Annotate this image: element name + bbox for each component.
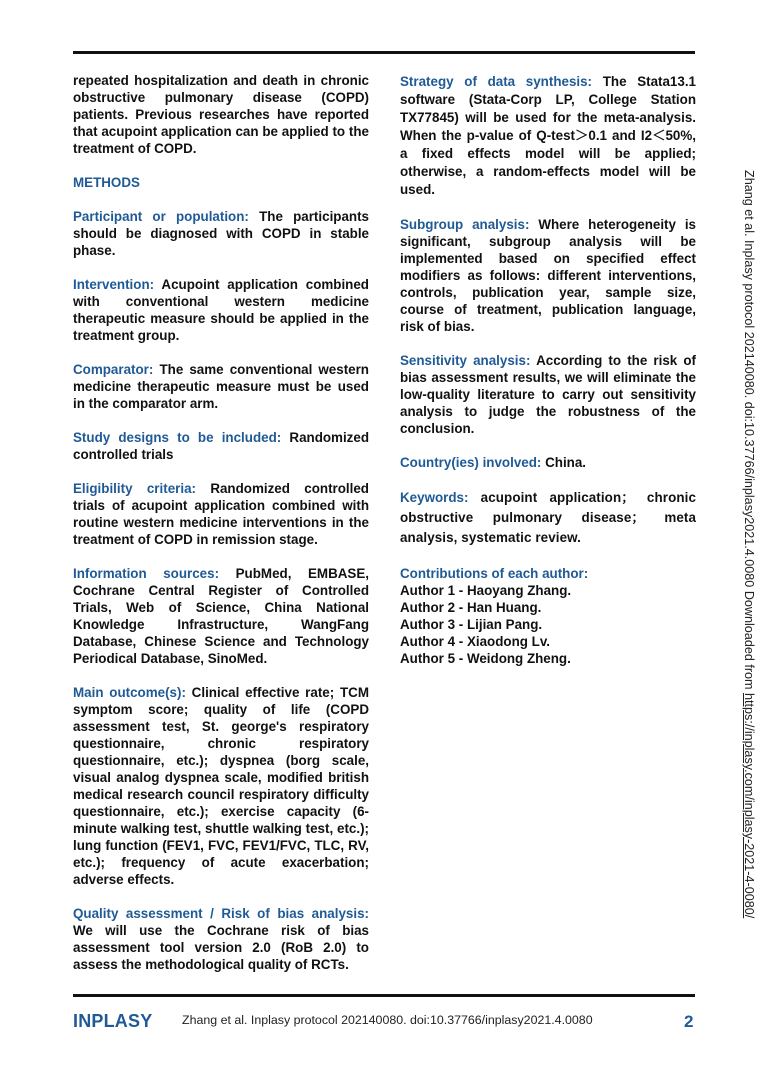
section-text: According to the risk of bias assessment results, we will eliminate the low-quality literature to carry out sensitivity analysis to judge the robustness of the conclusion.	[400, 353, 697, 436]
download-link[interactable]: https://inplasy.com/inplasy-2021-4-0080/	[742, 693, 756, 919]
section-text: PubMed, EMBASE, Cochrane Central Register of Controlled Trials, Web of Science, China National Knowledge Infrastructure, WangFang Database, Chinese Science and Technology Periodical Database, SinoMed.	[73, 566, 369, 666]
section-intervention	[73, 276, 369, 344]
section-study-designs	[73, 429, 369, 463]
section-text: Acupoint application combined with conventional western medicine therapeutic measure should be applied in the treatment group.	[73, 277, 369, 343]
section-data-synthesis	[400, 73, 696, 199]
section-comparator	[73, 361, 369, 412]
section-label: Study designs to be included:	[73, 430, 282, 445]
right-column	[400, 73, 696, 667]
download-side-note	[742, 170, 756, 918]
page-number: 2	[684, 1012, 694, 1031]
section-text: The same conventional western medicine therapeutic measure must be used in the comparator arm.	[73, 362, 369, 411]
section-label: Eligibility criteria:	[73, 481, 196, 496]
author-line: Author 1 - Haoyang Zhang.	[400, 583, 572, 598]
section-countries	[400, 454, 696, 471]
section-quality-assessment	[73, 905, 369, 973]
section-text: The participants should be diagnosed with COPD in stable phase.	[73, 209, 369, 258]
contributions-label: Contributions of each author:	[400, 566, 589, 581]
section-participants	[73, 208, 369, 259]
section-label: Intervention:	[73, 277, 155, 292]
section-label: Country(ies) involved:	[400, 455, 542, 470]
author-line: Author 5 - Weidong Zheng.	[400, 651, 571, 666]
section-label: Main outcome(s):	[73, 685, 186, 700]
methods-heading: METHODS	[73, 175, 140, 190]
section-information-sources	[73, 565, 369, 667]
section-label: Subgroup analysis:	[400, 217, 530, 232]
section-eligibility	[73, 480, 369, 548]
section-text: Clinical effective rate; TCM symptom score; quality of life (COPD assessment test, St. george's respiratory questionnaire, chronic respiratory questionnaire, etc.); dyspnea (borg scale, visual analog dyspnea scale, modified british medical research council respiratory difficulty questionnaire, etc.); exercise capacity (6-minute walking test, shuttle walking test, etc.); lung function (FEV1, FVC, FEV1/FVC, TLC, RV, etc.); frequency of acute exacerbation; adverse effects.	[73, 685, 369, 887]
author-line: Author 4 - Xiaodong Lv.	[400, 634, 551, 649]
author-line: Author 2 - Han Huang.	[400, 600, 542, 615]
introduction-continued: repeated hospitalization and death in chronic obstructive pulmonary disease (COPD) patients. Previous researches have reported that acupoint application can be applied to the treatment of COPD.	[73, 73, 369, 156]
footer-brand-logo: INPLASY	[73, 1011, 153, 1031]
section-label: Participant or population:	[73, 209, 249, 224]
section-text: The Stata13.1 software (Stata-Corp LP, College Station TX77845) will be used for the meta-analysis. When the p-value of Q-test＞0.1 and I2＜50%, a fixed effects model will be applied; otherwise, a random-effects model will be used.	[400, 74, 696, 197]
footer-citation: Zhang et al. Inplasy protocol 202140080. doi:10.37766/inplasy2021.4.0080	[182, 1013, 593, 1027]
section-text: We will use the Cochrane risk of bias assessment tool version 2.0 (RoB 2.0) to assess the methodological quality of RCTs.	[73, 923, 369, 972]
section-main-outcomes	[73, 684, 369, 888]
section-label: Keywords:	[400, 490, 469, 505]
header-rule	[73, 51, 695, 54]
author-line: Author 3 - Lijian Pang.	[400, 617, 543, 632]
section-text: China.	[541, 455, 587, 470]
section-label: Information sources:	[73, 566, 220, 581]
section-text: acupoint application； chronic obstructive pulmonary disease； meta analysis, systematic review.	[400, 490, 696, 545]
section-label: Strategy of data synthesis:	[400, 74, 593, 89]
section-subgroup-analysis	[400, 216, 696, 335]
section-text: Randomized controlled trials	[73, 430, 370, 462]
section-contributions	[400, 565, 696, 667]
section-label: Comparator:	[73, 362, 154, 377]
footer-rule	[73, 994, 695, 997]
section-keywords	[400, 488, 696, 548]
section-label: Sensitivity analysis:	[400, 353, 531, 368]
side-note-text: Zhang et al. Inplasy protocol 202140080. doi:10.37766/inplasy2021.4.0080 Downloaded from	[742, 170, 756, 694]
section-text: Where heterogeneity is significant, subgroup analysis will be implemented based on specified effect modifiers as follows: different interventions, controls, publication year, sample size, course of treatment, publication language, risk of bias.	[400, 217, 696, 334]
section-sensitivity-analysis	[400, 352, 696, 437]
left-column	[73, 72, 369, 990]
section-text: Randomized controlled trials of acupoint application combined with routine western medicine interventions in the treatment of COPD in remission stage.	[73, 481, 369, 547]
section-label: Quality assessment / Risk of bias analysis:	[73, 906, 369, 921]
